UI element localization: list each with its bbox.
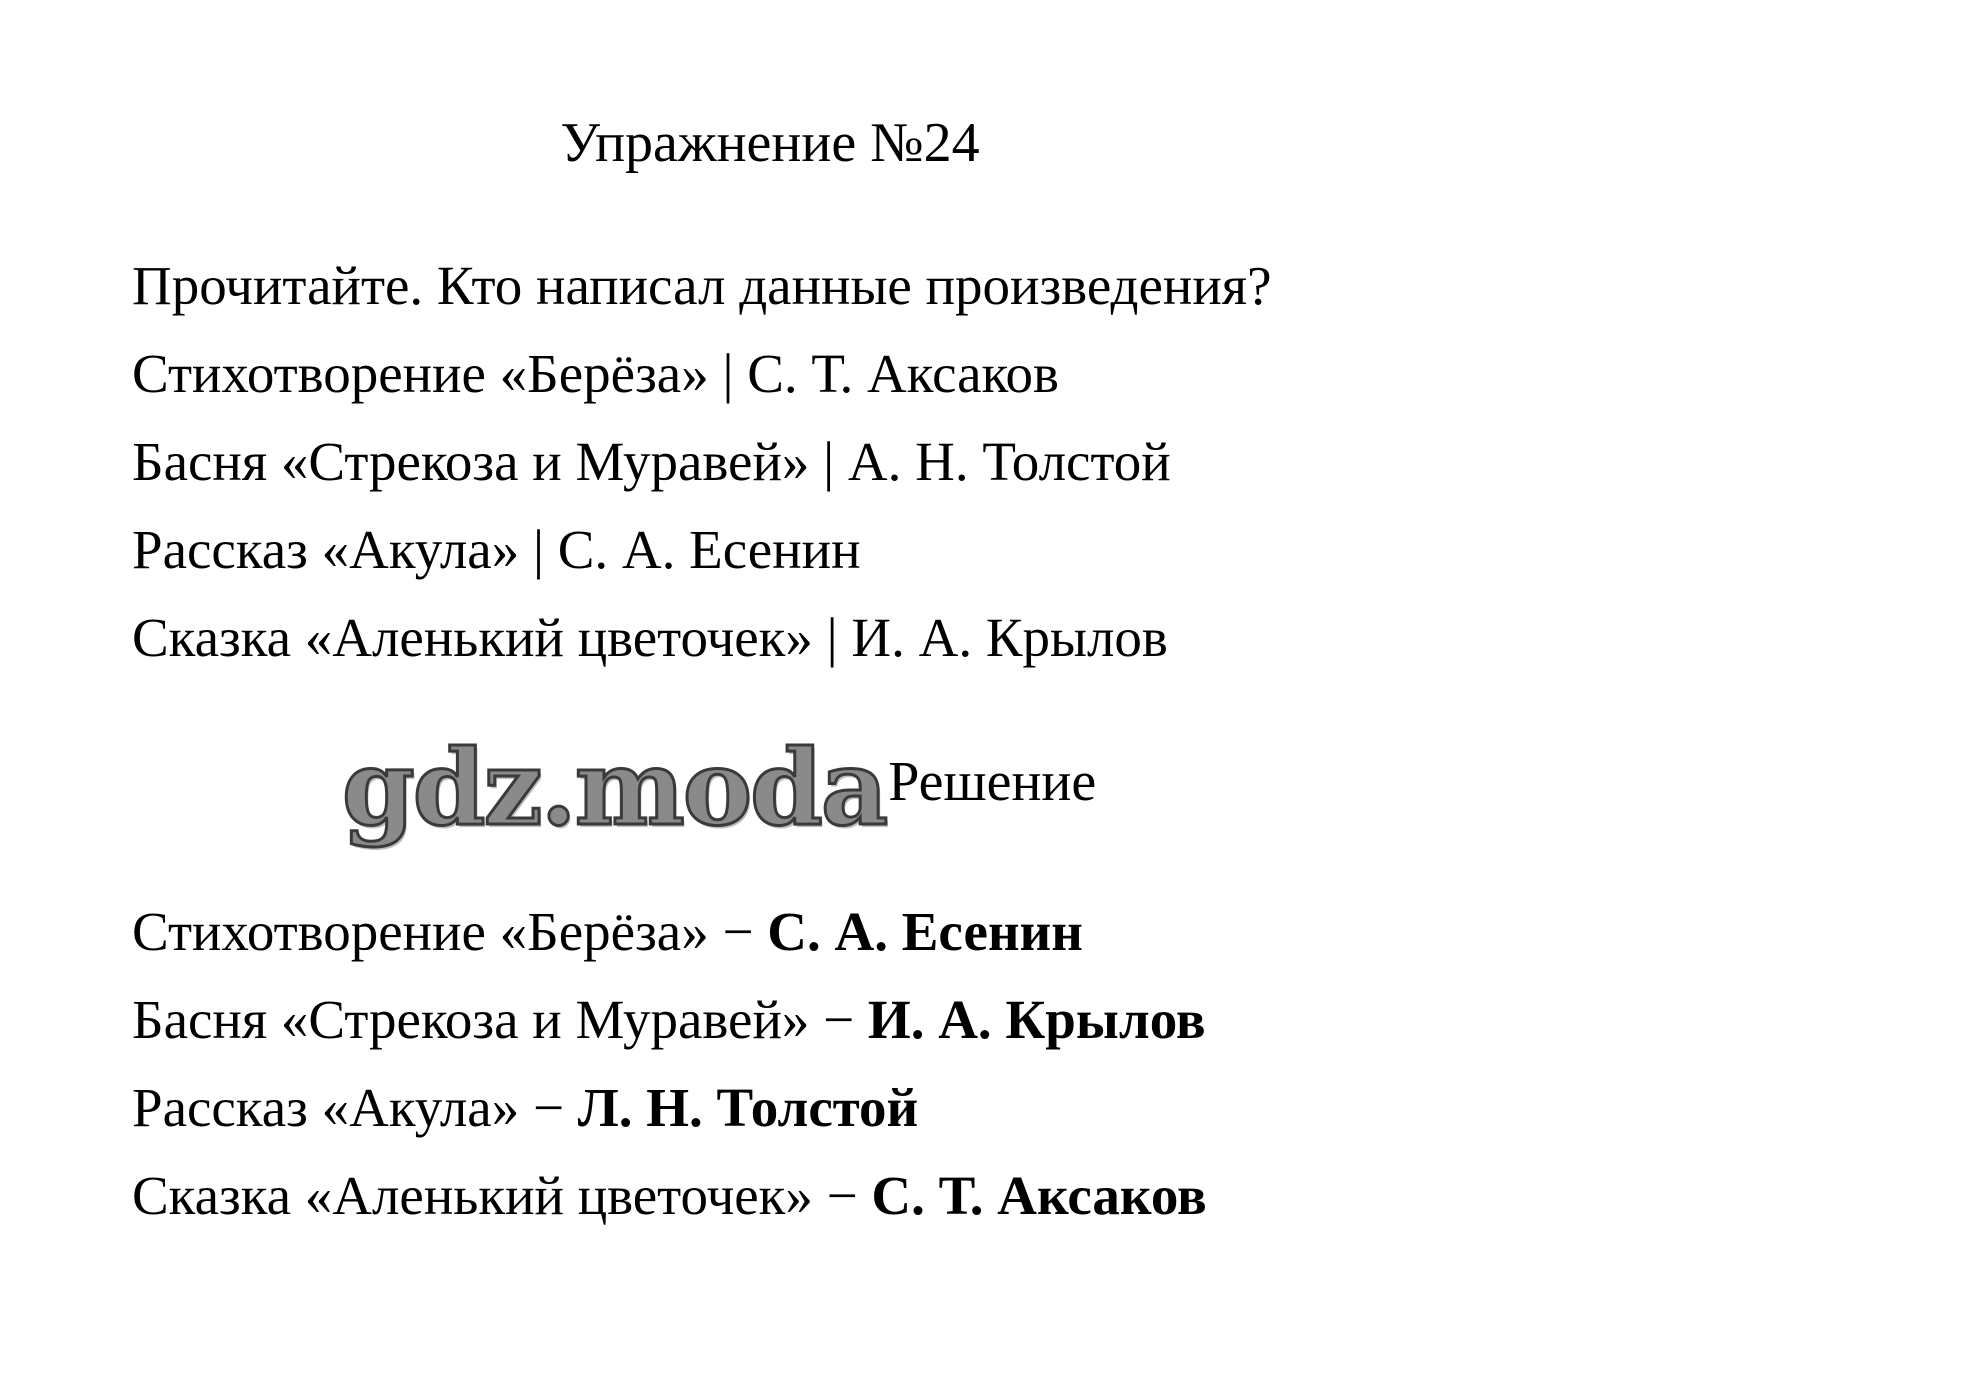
answer-work: Басня «Стрекоза и Муравей» − — [132, 989, 868, 1050]
task-line: Басня «Стрекоза и Муравей» | А. Н. Толстой — [132, 431, 1171, 492]
answer-line — [132, 976, 1207, 1064]
answer-work: Рассказ «Акула» − — [132, 1077, 578, 1138]
answer-author: С. Т. Аксаков — [871, 1165, 1207, 1226]
solution-header — [342, 728, 1096, 848]
answer-line — [132, 1064, 1207, 1152]
answer-author: И. А. Крылов — [867, 989, 1206, 1050]
page-title — [0, 108, 1540, 178]
task-block — [132, 242, 1271, 682]
answer-line — [132, 888, 1207, 976]
task-question: Прочитайте. Кто написал данные произведения? — [132, 255, 1272, 316]
solution-label: Решение — [888, 751, 1097, 813]
task-line: Сказка «Аленький цветочек» | И. А. Крылов — [132, 607, 1168, 668]
answers-block — [132, 888, 1207, 1240]
task-line: Рассказ «Акула» | С. А. Есенин — [132, 519, 861, 580]
answer-line — [132, 1152, 1207, 1240]
answer-author: Л. Н. Толстой — [577, 1077, 919, 1138]
page-title-text: Упражнение №24 — [560, 112, 980, 174]
answer-author: С. А. Есенин — [767, 901, 1083, 962]
watermark-logo: gdz.moda — [342, 726, 887, 849]
answer-work: Стихотворение «Берёза» − — [132, 901, 768, 962]
task-line: Стихотворение «Берёза» | С. Т. Аксаков — [132, 343, 1059, 404]
answer-work: Сказка «Аленький цветочек» − — [132, 1165, 872, 1226]
